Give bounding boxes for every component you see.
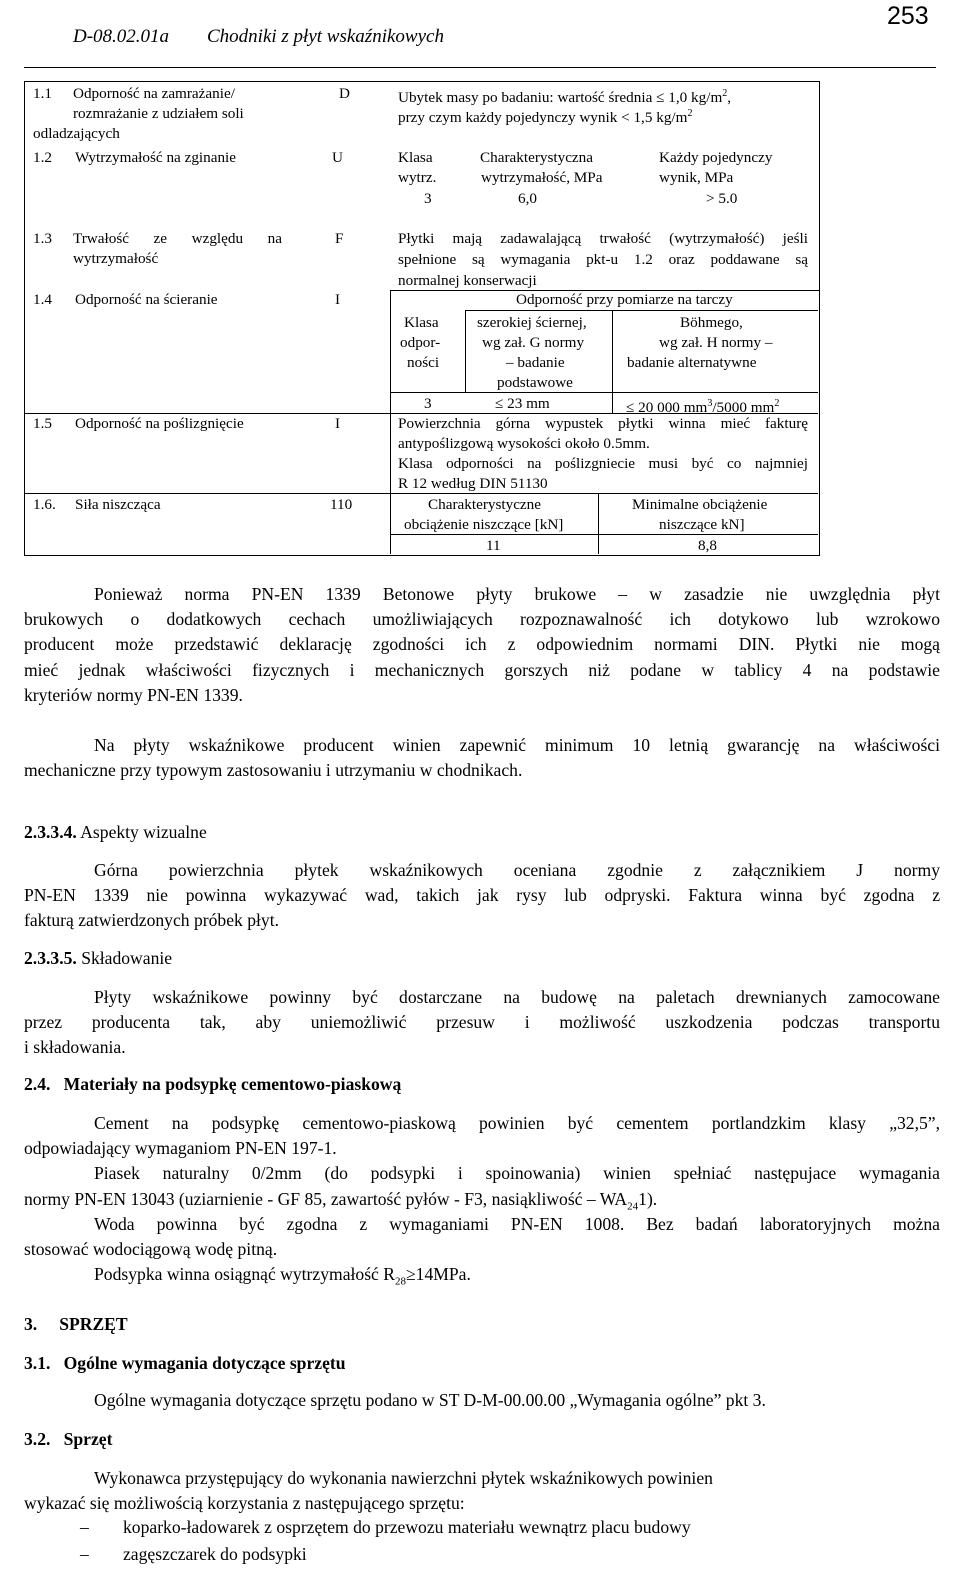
cell: wynik, MPa [659, 169, 734, 186]
row-requirement: Płytki mają zadawalającą trwałość (wytrzymałość) jeśli [398, 230, 808, 247]
row-name: Odporność na ścieranie [75, 291, 218, 308]
row-number: 1.1 [33, 85, 52, 102]
cell: 8,8 [698, 537, 717, 554]
row-symbol: U [332, 149, 343, 166]
paragraph: Wykonawca przystępujący do wykonania nawierzchni płytek wskaźnikowych powinien wykazać się możliwością korzystania z następującego sprzętu: [24, 1468, 713, 1514]
paragraph: Na płyty wskaźnikowe producent winien zapewnić minimum 10 letnią gwarancję na właściwości mechaniczne przy typowym zastosowaniu i utrzymaniu w chodnikach. [24, 735, 940, 781]
row-number: 1.2 [33, 149, 52, 166]
row-requirement: antypoślizgową wysokości około 0.5mm. [398, 435, 650, 452]
list-bullet: – [80, 1544, 89, 1564]
header-rule [24, 67, 936, 68]
row-name: Siła niszcząca [75, 496, 161, 513]
cell: Klasa [398, 149, 433, 166]
row-requirement: przy czym każdy pojedynczy wynik < 1,5 $kg/m^2$ [398, 108, 693, 127]
section-heading: 2.3.3.4. Aspekty wizualne [24, 822, 207, 842]
cell: obciążenie niszczące [kN] [404, 516, 564, 533]
cell: Minimalne obciążenie [632, 496, 768, 513]
row-name: Odporność na zamrażanie/ [73, 85, 235, 102]
row-name: odladzających [33, 125, 120, 142]
cell: wytrzymałość, MPa [481, 169, 603, 186]
cell: Böhmego, [680, 314, 743, 331]
cell: wg zał. G normy [482, 334, 585, 351]
cell-border [598, 493, 599, 554]
row-border [24, 493, 818, 494]
cell: podstawowe [497, 374, 573, 391]
paragraph: Cement na podsypkę cementowo-piaskową powinien być cementem portlandzkim klasy „32,5”, odpowiadający wymaganiom PN-EN 197-1. Piasek naturalny 0/2mm (do podsypki i spoinowania) winien spełniać następujace wymagania normy PN-EN 13043 (uziarnienie - GF 85, zawartość pyłów - F3, nasiąkliwość – $WA_{24}1$). Woda powinna być zgodna z wymaganiami PN-EN 1008. Bez badań laboratoryjnych można stosować wodociągową wodę pitną. Podsypka winna osiągnąć wytrzymałość $R_{28}\ge 14MPa$. [24, 1113, 940, 1288]
cell: 11 [486, 537, 501, 554]
row-number: 1.6. [33, 496, 56, 513]
row-requirement: Ubytek masy po badaniu: wartość średnia ≤ 1,0 $kg/m^2$, [398, 88, 732, 107]
row-requirement: Powierzchnia górna wypustek płytki winna mieć fakturę [398, 415, 808, 432]
cell: wg zał. H normy – [659, 334, 773, 351]
cell: Klasa [404, 314, 439, 331]
cell: Odporność przy pomiarze na tarczy [516, 291, 733, 308]
section-heading: 2.4. Materiały na podsypkę cementowo-piaskową [24, 1074, 402, 1094]
list-bullet: – [80, 1517, 89, 1537]
row-symbol: I [335, 291, 341, 308]
cell: ≤ 20 000 $mm^3/5000$ $mm^2$ [626, 398, 780, 417]
cell: badanie alternatywne [627, 354, 757, 371]
section-heading: 3.2. Sprzęt [24, 1429, 113, 1449]
section-heading: 3. SPRZĘT [24, 1314, 128, 1334]
document-title: Chodniki z płyt wskaźnikowych [207, 26, 444, 47]
row-symbol: F [335, 230, 344, 247]
row-number: 1.5 [33, 415, 52, 432]
row-requirement: normalnej konserwacji [398, 272, 537, 289]
paragraph: Ogólne wymagania dotyczące sprzętu podano w ST D-M-00.00.00 „Wymagania ogólne” pkt 3. [94, 1390, 766, 1410]
cell: odpor- [400, 334, 441, 351]
cell-border [465, 310, 466, 393]
section-heading: 3.1. Ogólne wymagania dotyczące sprzętu [24, 1353, 346, 1373]
row-requirement: Klasa odporności na poślizgniecie musi być co najmniej [398, 455, 808, 472]
cell: > 5.0 [706, 190, 738, 207]
cell: ności [407, 354, 440, 371]
cell: 3 [424, 395, 432, 412]
cell: wytrz. [398, 169, 437, 186]
row-symbol: I [335, 415, 341, 432]
list-item: koparko-ładowarek z osprzętem do przewozu materiału wewnątrz placu budowy [123, 1517, 691, 1537]
cell: Charakterystyczne [428, 496, 542, 513]
cell: szerokiej ściernej, [477, 314, 587, 331]
document-code: D-08.02.01a [73, 26, 170, 47]
cell-border [390, 493, 391, 554]
paragraph: Płyty wskaźnikowe powinny być dostarczane na budowę na paletach drewnianych zamocowane przez producenta tak, aby uniemożliwić przesuw i możliwość uszkodzenia podczas transportu i składowania. [24, 987, 940, 1058]
cell: – badanie [506, 354, 565, 371]
row-name: Wytrzymałość na zginanie [75, 149, 237, 166]
row-requirement: spełnione są wymagania pkt-u 1.2 oraz poddawane są [398, 251, 808, 268]
list-item: zagęszczarek do podsypki [123, 1544, 307, 1564]
paragraph: Ponieważ norma PN-EN 1339 Betonowe płyty brukowe – w zasadzie nie uwzględnia płyt brukowych o dodatkowych cechach umożliwiających rozpoznawalność ich dotykowo lub wzrokowo producent może przedstawić deklarację zgodności ich z odpowiednim normami DIN. Płytki nie mogą mieć jednak właściwości fizycznych i mechanicznych gorszych niż podane w tablicy 4 na podstawie kryteriów normy PN-EN 1339. [24, 584, 940, 705]
row-name: rozmrażanie z udziałem soli [73, 105, 244, 122]
row-name: wytrzymałość [73, 250, 159, 267]
cell-border [465, 310, 818, 311]
cell: Charakterystyczna [480, 149, 594, 166]
row-name: Trwałość ze względu na [73, 230, 282, 247]
row-symbol: D [339, 85, 350, 102]
row-requirement: R 12 według DIN 51130 [398, 475, 548, 492]
cell: niszczące kN] [659, 516, 745, 533]
paragraph: Górna powierzchnia płytek wskaźnikowych oceniana zgodnie z załącznikiem J normy PN-EN 1339 nie powinna wykazywać wad, takich jak rysy lub odpryski. Faktura winna być zgodna z fakturą zatwierdzonych próbek płyt. [24, 860, 940, 931]
cell-border [390, 413, 391, 493]
cell-border [612, 310, 613, 414]
cell: 3 [424, 190, 432, 207]
cell: ≤ 23 mm [495, 395, 550, 412]
row-number: 1.4 [33, 291, 52, 308]
section-heading: 2.3.3.5. Składowanie [24, 948, 173, 968]
row-symbol: 110 [330, 496, 353, 513]
cell: 6,0 [518, 190, 537, 207]
page-number: 253 [887, 2, 929, 30]
cell-border [390, 392, 818, 393]
row-number: 1.3 [33, 230, 52, 247]
row-name: Odporność na poślizgnięcie [75, 415, 244, 432]
cell: Każdy pojedynczy [659, 149, 773, 166]
